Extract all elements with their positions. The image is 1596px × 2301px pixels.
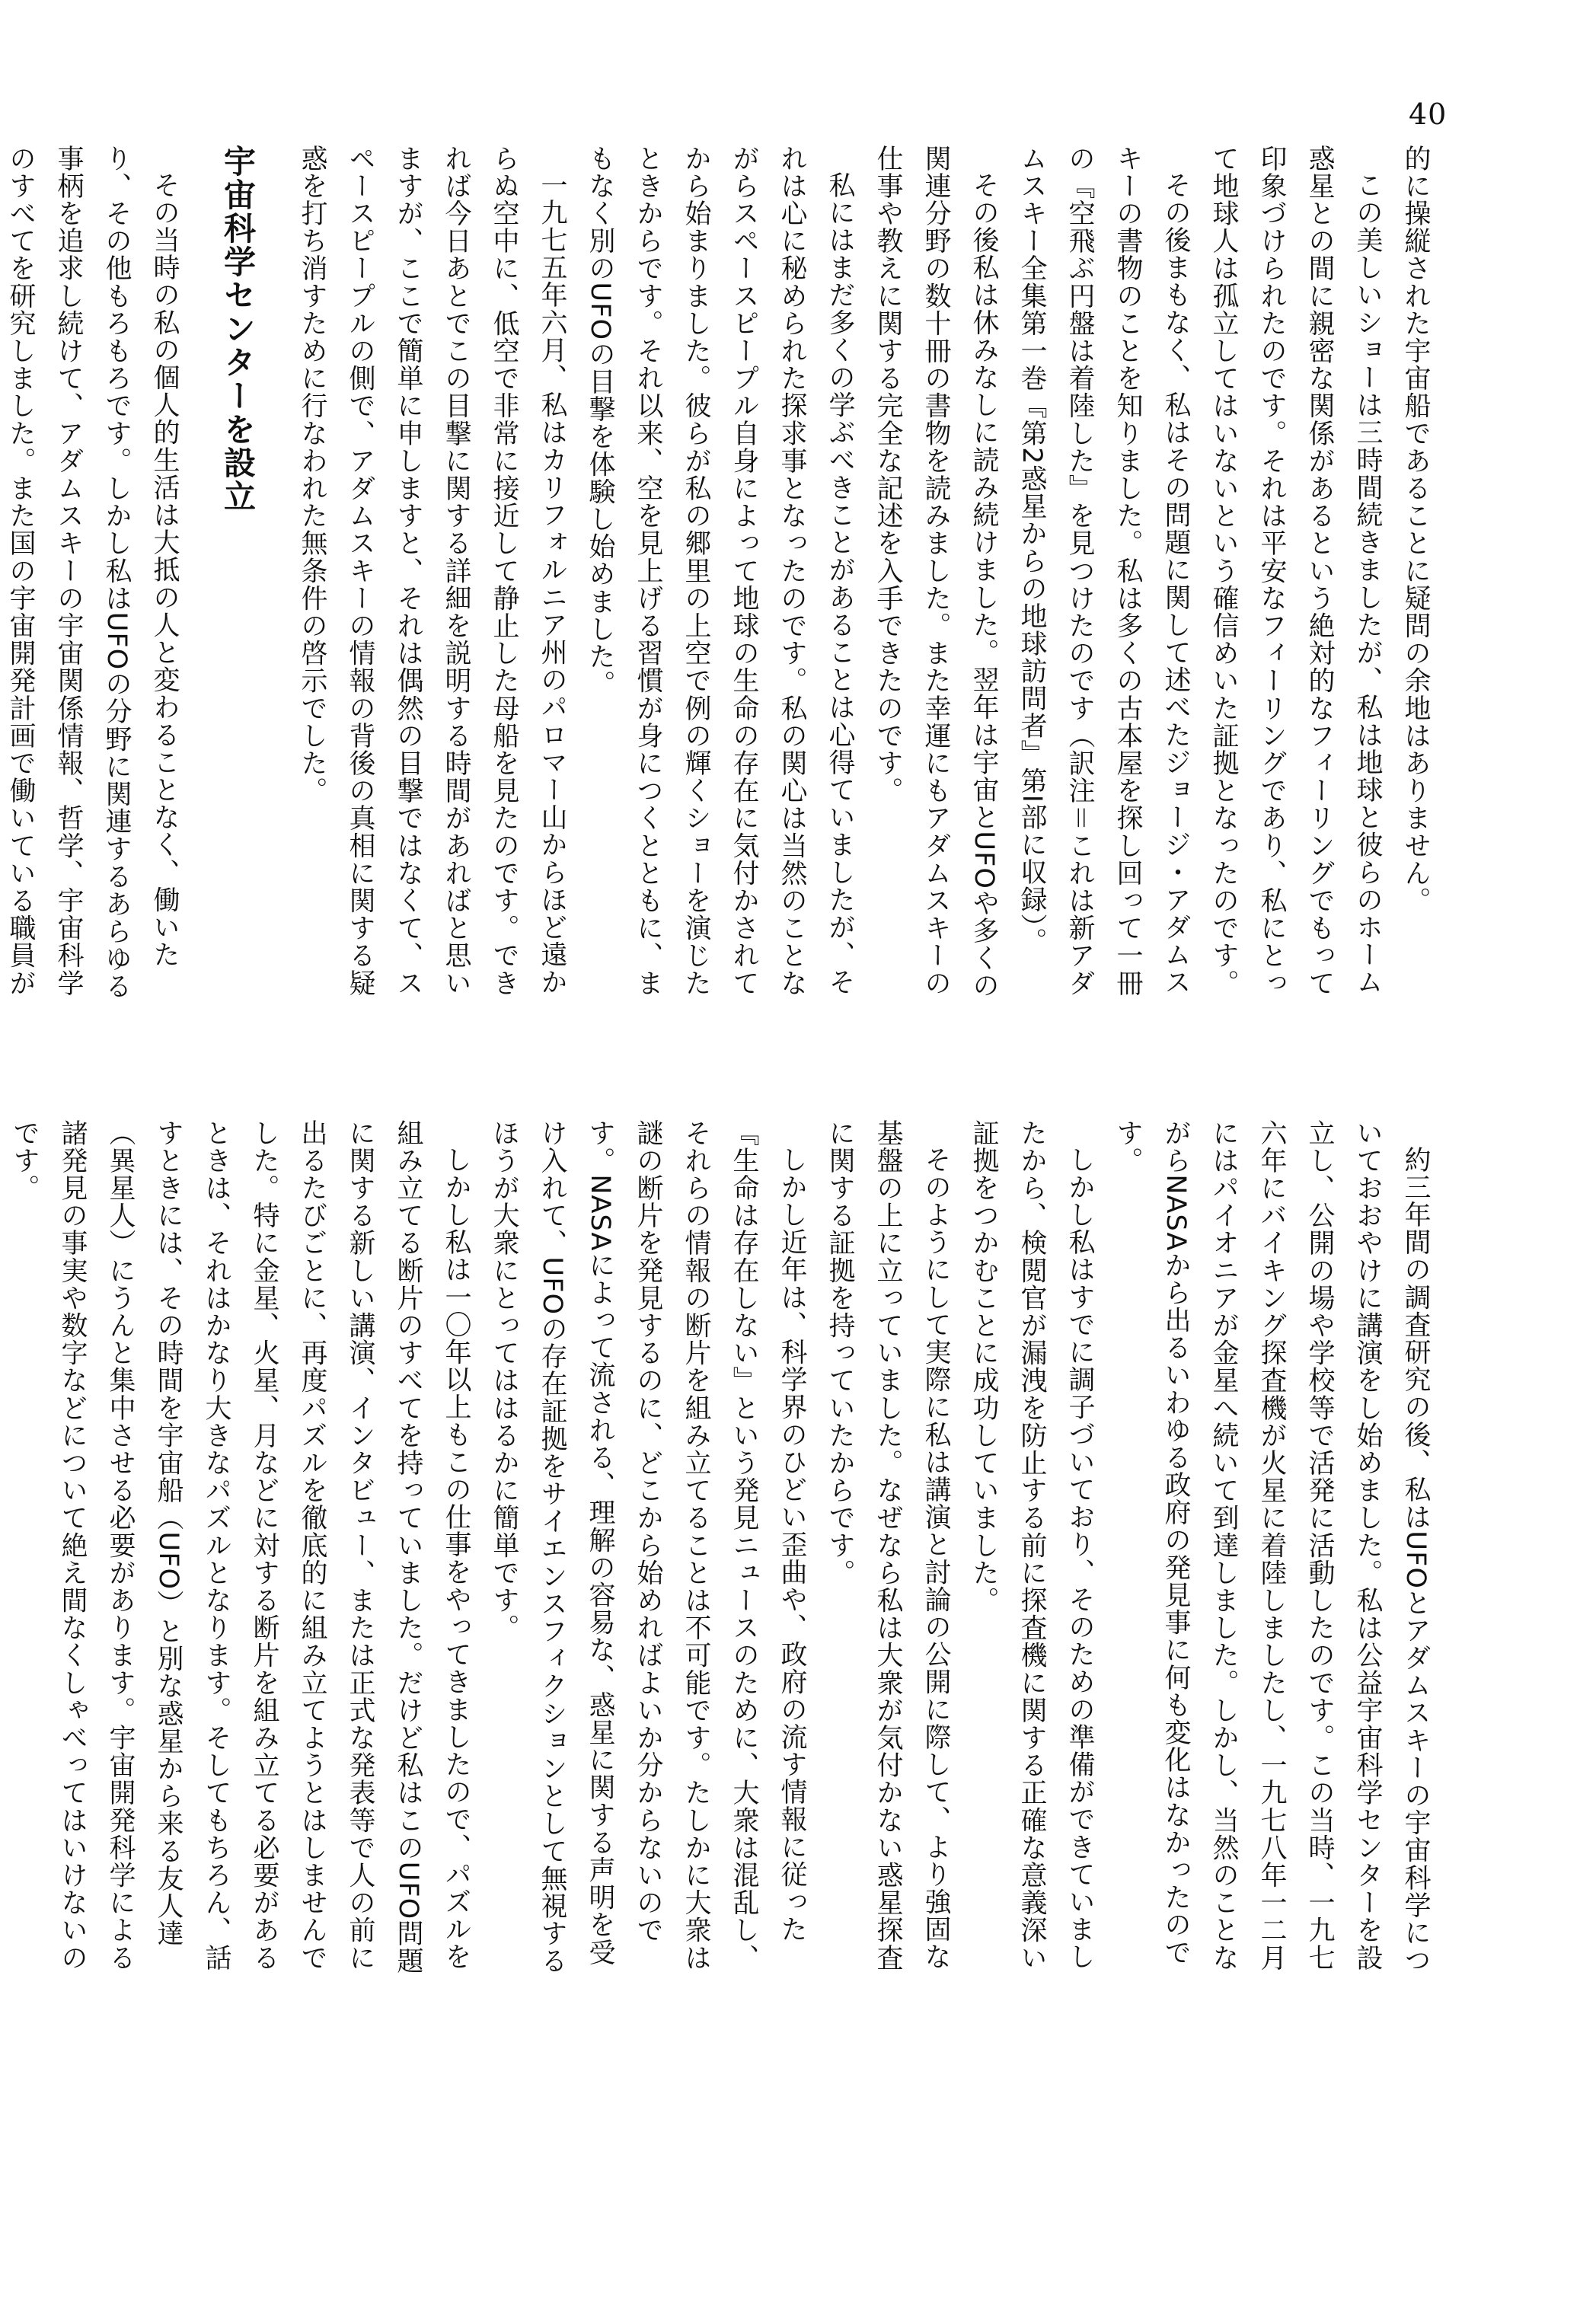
upper-text-block [5,145,1439,1016]
paragraph: その後私は休みなしに読み続けました。翌年は宇宙とUFOや多くの関連分野の数十冊の書物を読みました。また幸運にもアダムスキーの仕事や教えに関する完全な記述を入手できたのです。 [873,145,999,1000]
paragraph: しかし私はすでに調子づいており、そのための準備ができていましたから、検閲官が漏洩を防止する前に探査機に関する正確な意義深い証拠をつかむことに成功していました。 [969,1119,1095,1972]
paragraph: 一九七五年六月、私はカリフォルニア州のパロマー山からほど遠からぬ空中に、低空で非常に接近して静止した母船を見たのです。できれば今日あとでこの目撃に関する詳細を説明する時間があればと思いますが、ここで簡単に申しますと、それは偶然の目撃ではなくて、スペースピープルの側で、アダムスキーの情報の背後の真相に関する疑惑を打ち消すために行なわれた無条件の啓示でした。 [297,145,567,997]
paragraph: 約三年間の調査研究の後、私はUFOとアダムスキーの宇宙科学についておおやけに講演をし始めました。私は公益宇宙科学センターを設立し、公開の場や学校等で活発に活動したのです。この当時、一九七六年にバイキング探査機が火星に着陸しましたし、一九七八年一二月にはパイオニアが金星へ続いて到達しました。しかし、当然のことながらNASAから出るいわゆる政府の発見事に何も変化はなかったのです。 [1112,1119,1431,1974]
page-number: 40 [1409,97,1448,131]
paragraph: しかし近年は、科学界のひどい歪曲や、政府の流す情報に従った『生命は存在しない』という発見ニュースのために、大衆は混乱し、それらの情報の断片を組み立てることは不可能です。たしかに大衆は謎の断片を発見するのに、どこから始めればよいか分からないのです。NASAによって流される、理解の容易な、惑星に関する声明を受け入れて、UFOの存在証拠をサイエンスフィクションとして無視するほうが大衆にとってははるかに簡単です。 [489,1119,807,1975]
lower-text-block [9,1119,1439,1991]
paragraph: その後まもなく、私はその問題に関して述べたジョージ・アダムスキーの書物のことを知りました。私は多くの古本屋を探し回って一冊の『空飛ぶ円盤は着陸した』を見つけたのです（訳注＝これは新アダムスキー全集第一巻『第2惑星からの地球訪問者』第I部に収録）。 [1017,145,1191,997]
paragraph: 私にはまだ多くの学ぶべきことがあることは心得ていましたが、それは心に秘められた探求事となったのです。私の関心は当然のことながらスペースピープル自身によって地球の生命の存在に気付かされてから始まりました。彼らが私の郷里の上空で例の輝くショーを演じたときからです。それ以来、空を見上げる習慣が身につくとともに、まもなく別のUFOの目撃を体験し始めました。 [585,145,855,997]
section-heading: 宇宙科学センターを設立 [219,145,257,513]
paragraph: しかし私は一〇年以上もこの仕事をやってきましたので、パズルを組み立てる断片のすべてを持っていました。だけど私はこのUFO問題に関する新しい講演、インタビュー、または正式な発表等で人の前に出るたびごとに、再度パズルを徹底的に組み立てようとはしませんでした。特に金星、火星、月などに対する断片を組み立てる必要があるときは、それはかなり大きなパズルとなります。そしてもちろん、話すときには、その時間を宇宙船（UFO）と別な惑星から来る友人達（異星人）にうんと集中させる必要があります。宇宙開発科学による諸発見の事実や数字などについて絶え間なくしゃべってはいけないのです。 [9,1119,471,1975]
paragraph: その当時の私の個人的生活は大抵の人と変わることなく、働いたり、その他もろもろです。しかし私はUFOの分野に関連するあらゆる事柄を追求し続けて、アダムスキーの宇宙関係情報、哲学、宇宙科学のすべてを研究しました。また国の宇宙開発計画で働いている職員が [5,145,180,1001]
paragraph: 的に操縦された宇宙船であることに疑問の余地はありません。 [1400,145,1431,914]
paragraph: そのようにして実際に私は講演と討論の公開に際して、より強固な基盤の上に立っていました。なぜなら私は大衆が気付かない惑星探査に関する証拠を持っていたからです。 [825,1119,951,1972]
paragraph: この美しいショーは三時間続きましたが、私は地球と彼らのホーム惑星との間に親密な関係があるという絶対的なフィーリングでもって印象づけられたのです。それは平安なフィーリングであり、私にとって地球人は孤立してはいないという確信めいた証拠となったのです。 [1208,145,1383,997]
